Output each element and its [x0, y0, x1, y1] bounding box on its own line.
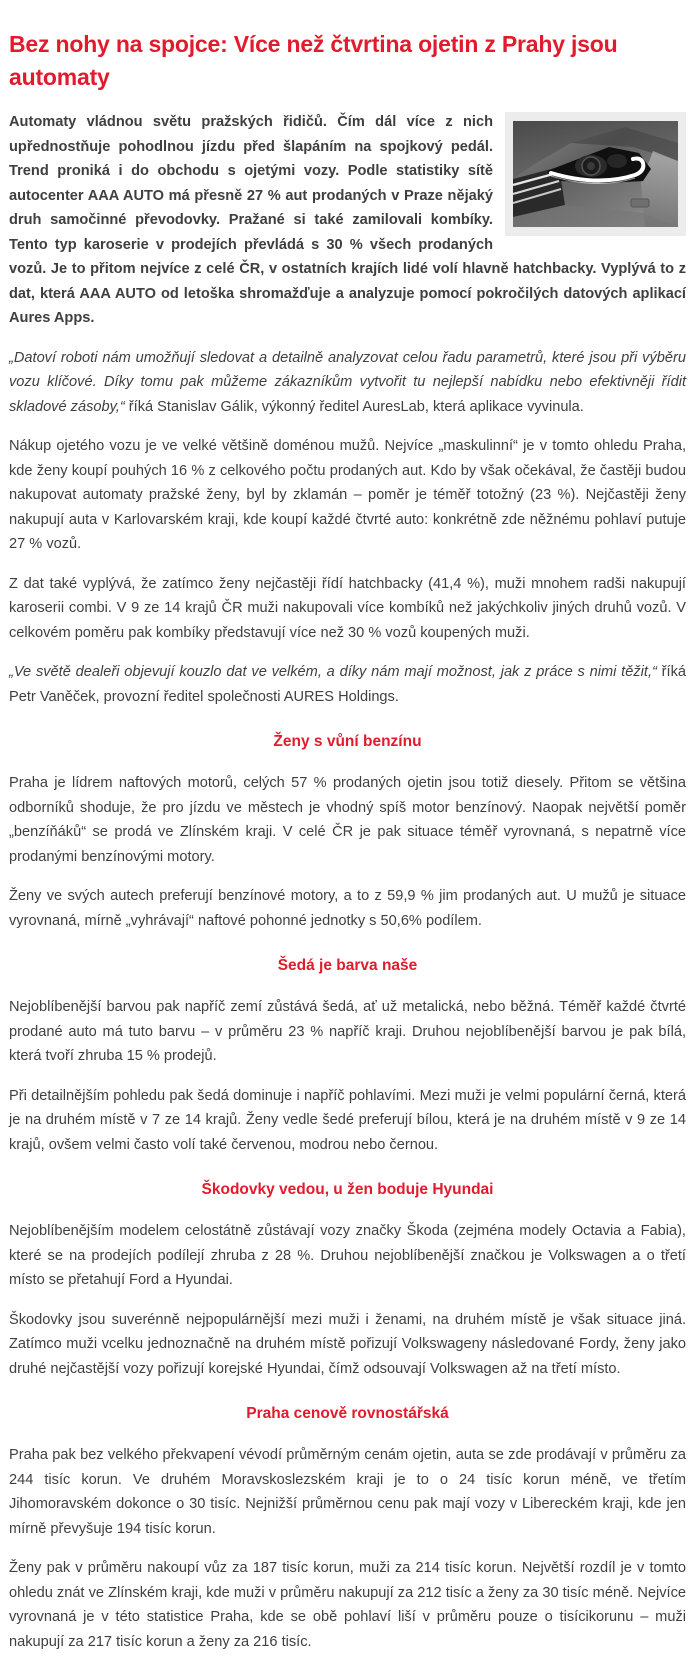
- paragraph-prumerne-ceny: Praha pak bez velkého překvapení vévodí průměrným cenám ojetin, auta se zde prodávají v průměru za 244 tisíc korun. Ve druhém Moravskoslezském kraji je to o 24 tisíc korun méně, ve třetím Jihomoravském dokonce o 30 tisíc. Nejnižší průměrnou cenu pak mají vozy v Libereckém kraji, kde jen mírně převyšuje 194 tisíc korun.: [9, 1447, 686, 1537]
- section-heading-zeny-s-vuni-benzinu: Ženy s vůní benzínu: [273, 733, 422, 750]
- paragraph-nejoblibenejsi-model: Nejoblíbenějším modelem celostátně zůstávají vozy značky Škoda (zejména modely Octavia a Fabia), které se na prodejích podílejí zhruba z 28 %. Druhou nejoblíbenější značkou je Volkswagen a o třetí místo se přetahují Ford a Hyundai.: [9, 1223, 686, 1288]
- paragraph-skodovky-suverenne: Škodovky jsou suverénně nejpopulárnější mezi muži i ženami, na druhém místě je však situace jiná. Zatímco muži vcelku jednoznačně na druhém místě pořizují Volkswageny následované Fordy, ženy jako druhé nejčastější vozy pořizují korejské Hyundai, čímž odsouvají Volkswagen až na třetí místo.: [9, 1311, 686, 1377]
- intro-block: [9, 110, 686, 346]
- quote-galik-text: „Datoví roboti nám umožňují sledovat a detailně analyzovat celou řadu parametrů, které jsou při výběru vozu klíčové. Díky tomu pak můžeme zákazníkům vytvořit tu nejlepší nabídku nebo efektivněji řídit skladové zásoby,“: [9, 349, 686, 415]
- intro-paragraph: Automaty vládnou světu pražských řidičů. Čím dál více z nich upřednostňuje pohodlnou jízdu před šlapáním na spojkový pedál. Trend proniká i do obchodu s ojetými vozy. Podle statistiky sítě autocenter AAA AUTO má přesně 27 % aut prodaných v Praze nějaký druh samočinné převodovky. Pražané si také zamilovali kombíky. Tento typ karoserie v prodejích převládá s 30 % všech prodaných vozů. Je to přitom nejvíce z celé ČR, v ostatních krajích lidé volí hlavně hatchbacky. Vyplývá to z dat, která AAA AUTO od letoška shromažďuje a analyzuje pomocí pokročilých datových aplikací Aures Apps.: [9, 114, 686, 326]
- section-heading-seda-je-barva-nase: Šedá je barva naše: [277, 957, 418, 974]
- quote-vanecek-text: „Ve světě dealeři objevují kouzlo dat ve velkém, a díky nám mají možnost, jak z práce s nimi těžit,“: [9, 664, 657, 680]
- paragraph-ceny-podle-pohlavi: Ženy pak v průměru nakoupí vůz za 187 tisíc korun, muži za 214 tisíc korun. Největší rozdíl je v tomto ohledu znát ve Zlínském kraji, kde muži v průměru nakupují za 212 tisíc a ženy za 30 tisíc méně. Nejvíce vyrovnaná je v této statistice Praha, kde se obě pohlaví liší v průměru pouze o tisícikorunu – muži nakupují za 217 tisíc korun a ženy za 216 tisíc.: [9, 1560, 686, 1650]
- paragraph-nejoblibenejsi-barva: Nejoblíbenější barvou pak napříč zemí zůstává šedá, ať už metalická, nebo běžná. Téměř každé čtvrté prodané auto má tuto barvu – v průměru 23 % napříč kraji. Druhou nejoblíbenější barvou je pak bílá, která tvoří zhruba 15 % prodejů.: [9, 999, 686, 1064]
- quote-paragraph-galik: [9, 346, 686, 420]
- article-photo-frame: [505, 112, 686, 236]
- paragraph-zeny-benzinove-motory: Ženy ve svých autech preferují benzínové motory, a to z 59,9 % jim prodaných aut. U mužů je situace vyrovnaná, mírně „vyhrávají“ naftové pohonné jednotky s 50,6% podílem.: [9, 888, 686, 929]
- car-headlight-image: [513, 121, 678, 227]
- quote-galik-attribution: říká Stanislav Gálik, výkonný ředitel AuresLab, která aplikace vyvinula.: [124, 398, 584, 415]
- section-heading-praha-cenove-rovnostarska: Praha cenově rovnostářská: [246, 1405, 449, 1422]
- paragraph-barvy-podle-pohlavi: Při detailnějším pohledu pak šedá dominuje i napříč pohlavími. Mezi muži je velmi populární černá, která je na druhém místě v 7 ze 14 krajů. Ženy vedle šedé preferují bílou, která je na druhém místě v 9 ze 14 krajů, ovšem velmi často volí také červenou, modrou nebo černou.: [9, 1087, 686, 1153]
- section-heading-skodovky-vedou: Škodovky vedou, u žen boduje Hyundai: [201, 1181, 494, 1198]
- paragraph-nakup-ojeteho: Nákup ojetého vozu je ve velké většině doménou mužů. Nejvíce „maskulinní“ je v tomto ohledu Praha, kde ženy koupí pouhých 16 % z celkového počtu prodaných aut. Kdo by však očekával, že častěji budou nakupovat automaty pražské ženy, byl by zklamán – poměr je téměř totožný (23 %). Nejčastěji ženy nakupují auta v Karlovarském kraji, kde koupí každé čtvrté auto: konkrétně zde něžnému pohlaví putuje 27 % vozů.: [9, 438, 686, 552]
- quote-paragraph-vanecek: [9, 660, 686, 709]
- quote-vanecek-attribution: říká Petr Vaněček, provozní ředitel společnosti AURES Holdings.: [9, 664, 686, 705]
- paragraph-praha-lidrem-diesel: Praha je lídrem naftových motorů, celých 57 % prodaných ojetin jsou totiž diesely. Přitom se většina odborníků shoduje, že pro jízdu ve městech je vhodný spíš motor benzínový. Naopak největší poměr „benzíňáků“ se prodá ve Zlínském kraji. V celé ČR je pak situace téměř vyrovnaná, s nepatrně více prodanými benzínovými motory.: [9, 775, 686, 865]
- paragraph-z-dat-vyplyva: Z dat také vyplývá, že zatímco ženy nejčastěji řídí hatchbacky (41,4 %), muži mnohem radši nakupují karoserii combi. V 9 ze 14 krajů ČR muži nakupovali více kombíků než jakýchkoliv jiných druhů vozů. V celkovém poměru pak kombíky představují více než 30 % vozů koupených muži.: [9, 575, 686, 641]
- article-title: Bez nohy na spojce: Více než čtvrtina ojetin z Prahy jsou automaty: [9, 31, 618, 90]
